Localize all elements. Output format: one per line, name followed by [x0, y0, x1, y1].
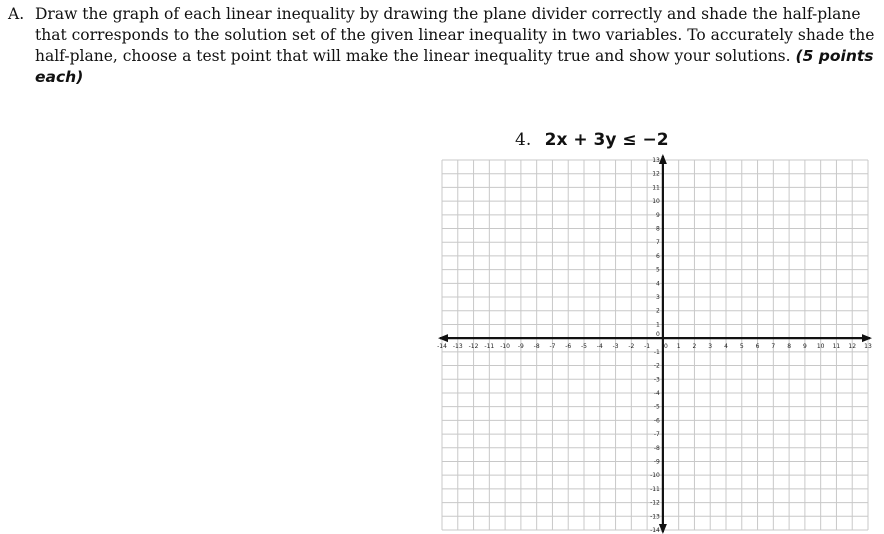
y-tick-label: 4 [656, 280, 660, 288]
y-tick-label: 9 [656, 211, 660, 219]
x-tick-label: -8 [533, 343, 540, 351]
x-tick-label: 11 [832, 343, 841, 351]
y-tick-label: -4 [653, 389, 660, 397]
y-tick-label: -1 [653, 348, 660, 356]
y-tick-label: 3 [656, 294, 660, 302]
y-tick-label: -14 [650, 527, 660, 534]
x-tick-label: -4 [596, 343, 603, 351]
y-tick-label: -8 [653, 444, 660, 452]
problem-number: 4. [515, 130, 532, 150]
y-tick-label: 6 [656, 252, 660, 260]
x-tick-label: -9 [517, 343, 524, 351]
x-axis-right-arrow [862, 334, 872, 342]
x-tick-label: -2 [628, 343, 635, 351]
y-tick-label: 10 [652, 198, 660, 206]
x-tick-label: 8 [787, 343, 792, 351]
y-tick-label: 12 [652, 170, 660, 178]
problem-inequality: 2x + 3y ≤ −2 [544, 130, 669, 150]
section-letter: A. [8, 5, 25, 23]
x-tick-label: -5 [581, 343, 587, 351]
x-tick-label: 3 [708, 343, 713, 351]
y-tick-label: -10 [650, 472, 660, 480]
origin-label: 0 [656, 331, 660, 339]
y-tick-label: -6 [653, 417, 660, 425]
y-tick-label: -2 [653, 362, 660, 370]
x-tick-label: 0 [663, 343, 668, 351]
x-tick-label: 13 [864, 343, 872, 351]
x-tick-label: -13 [452, 343, 463, 351]
x-tick-label: 1 [676, 343, 681, 351]
points-label: (5 points each) [35, 47, 874, 86]
x-tick-label: -3 [612, 343, 619, 351]
y-tick-label: 5 [656, 266, 660, 274]
y-tick-label: 1 [656, 321, 660, 329]
x-axis-left-arrow [438, 334, 448, 342]
y-axis-down-arrow [659, 524, 667, 534]
y-tick-label: -13 [650, 513, 660, 521]
x-tick-label: 12 [848, 343, 857, 351]
x-tick-label: 4 [724, 343, 728, 351]
y-tick-label: 11 [652, 184, 660, 192]
x-tick-label: 5 [739, 343, 744, 351]
y-tick-label: -7 [653, 431, 660, 439]
x-tick-label: -6 [565, 343, 572, 351]
x-tick-label: 7 [771, 343, 776, 351]
x-tick-label: 10 [816, 343, 825, 351]
x-tick-label: 9 [802, 343, 807, 351]
x-tick-label: -14 [437, 343, 447, 351]
instructions-text: Draw the graph of each linear inequality by drawing the plane divider correctly and shade the half-plane that corresponds to the solution set of the given linear inequality in two variables. To accurately shade the half-plane, choose a test point that will make the linear inequality true and show your solutions. [35, 5, 875, 65]
x-tick-label: -10 [500, 343, 511, 351]
x-tick-label: -7 [549, 343, 556, 351]
y-axis-up-arrow [659, 154, 667, 164]
x-tick-label: 6 [755, 343, 760, 351]
x-tick-label: 2 [692, 343, 697, 351]
y-tick-label: 2 [656, 307, 660, 315]
y-tick-label: -11 [650, 485, 660, 493]
y-tick-label: -9 [653, 458, 660, 466]
x-tick-label: -11 [484, 343, 495, 351]
y-tick-label: -5 [653, 403, 660, 411]
x-tick-label: -12 [468, 343, 479, 351]
y-tick-label: -3 [653, 376, 660, 384]
y-tick-label: 7 [656, 239, 660, 247]
y-tick-label: 13 [652, 157, 660, 164]
y-tick-label: 8 [656, 225, 660, 233]
y-tick-label: -12 [650, 499, 660, 507]
x-tick-label: -1 [644, 343, 651, 351]
